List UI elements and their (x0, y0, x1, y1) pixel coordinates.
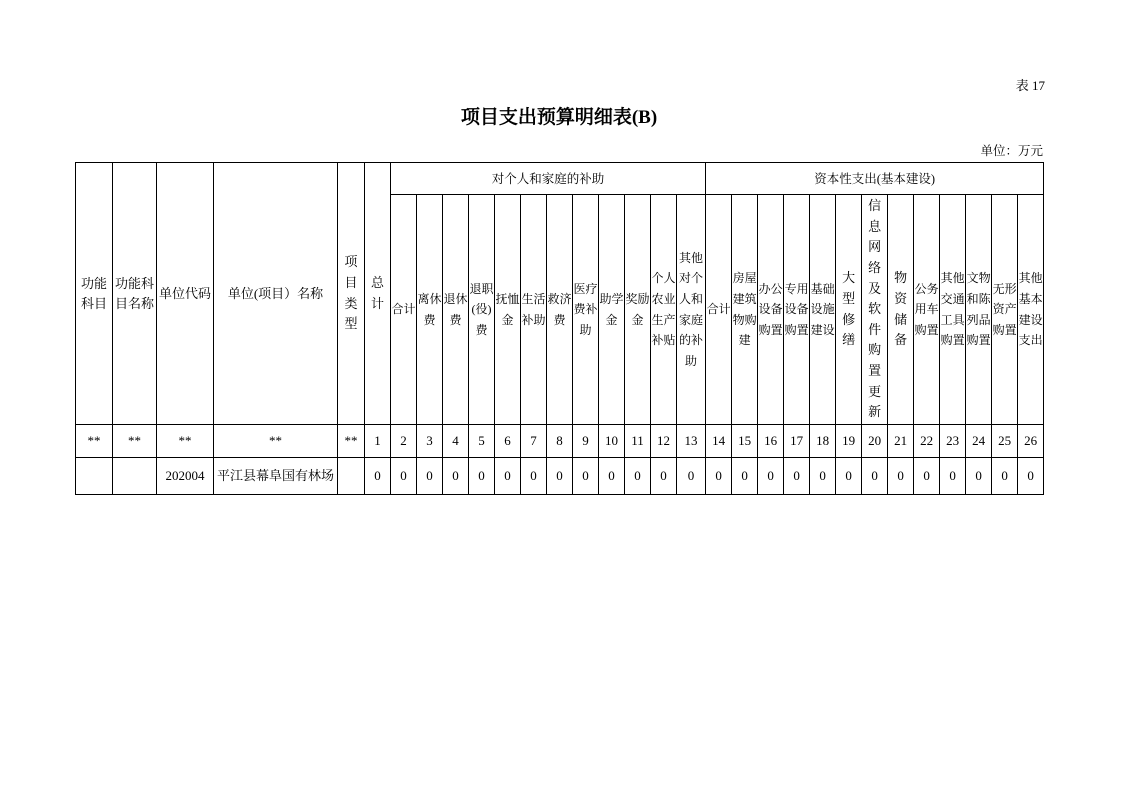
personal-subsidy-column-header (521, 195, 547, 425)
amount-cell: 0 (417, 458, 443, 495)
amount-cell: 0 (469, 458, 495, 495)
index-cell: 14 (706, 425, 732, 458)
header-unit-code: 单位代码 (157, 163, 214, 425)
index-cell: 11 (625, 425, 651, 458)
header-function-code-text: 功能科目 (80, 275, 107, 311)
amount-cell: 0 (992, 458, 1018, 495)
index-cell: 20 (862, 425, 888, 458)
column-header-text: 抚恤金 (495, 291, 520, 327)
header-function-name-text: 功能科目名称 (114, 275, 154, 311)
amount-cell: 0 (573, 458, 599, 495)
column-header-text: 个人农业生产补贴 (651, 271, 676, 348)
group-header-personal-family-subsidy: 对个人和家庭的补助 (391, 163, 706, 195)
personal-subsidy-column-header (573, 195, 599, 425)
capital-expenditure-column-header (1018, 195, 1044, 425)
column-header-text: 奖励金 (625, 291, 650, 327)
function-name-cell (113, 458, 157, 495)
index-cell: ** (338, 425, 365, 458)
amount-cell: 0 (940, 458, 966, 495)
amount-cell: 0 (443, 458, 469, 495)
header-project-type (338, 163, 365, 425)
column-header-text: 其他基本建设支出 (1018, 271, 1043, 348)
index-cell: 7 (521, 425, 547, 458)
index-cell: 26 (1018, 425, 1044, 458)
index-cell: 4 (443, 425, 469, 458)
header-total-text: 总计 (370, 274, 384, 311)
index-cell: 10 (599, 425, 625, 458)
index-cell: 13 (677, 425, 706, 458)
amount-cell: 0 (836, 458, 862, 495)
index-cell: 5 (469, 425, 495, 458)
amount-cell: 0 (810, 458, 836, 495)
personal-subsidy-column-header (495, 195, 521, 425)
capital-expenditure-column-header (966, 195, 992, 425)
group-header-capital-expenditure: 资本性支出(基本建设) (706, 163, 1044, 195)
header-total (365, 163, 391, 425)
amount-cell: 0 (1018, 458, 1044, 495)
personal-subsidy-column-header (547, 195, 573, 425)
index-cell: 15 (732, 425, 758, 458)
capital-expenditure-column-header (784, 195, 810, 425)
personal-subsidy-column-header (417, 195, 443, 425)
unit-name-cell: 平江县幕阜国有林场 (214, 458, 338, 495)
header-row-groups (76, 163, 1044, 195)
capital-expenditure-column-header (810, 195, 836, 425)
amount-cell: 0 (599, 458, 625, 495)
index-cell: 24 (966, 425, 992, 458)
column-header-text: 信息网络及软件购置更新 (868, 198, 882, 420)
amount-cell: 0 (677, 458, 706, 495)
column-header-text: 合计 (391, 302, 416, 317)
column-header-text: 基础设施建设 (810, 281, 835, 337)
column-header-text: 公务用车购置 (914, 281, 939, 337)
personal-subsidy-column-header (599, 195, 625, 425)
amount-cell: 0 (732, 458, 758, 495)
personal-subsidy-column-header (677, 195, 706, 425)
index-cell: 8 (547, 425, 573, 458)
capital-expenditure-column-header (732, 195, 758, 425)
capital-expenditure-column-header (862, 195, 888, 425)
amount-cell: 0 (966, 458, 992, 495)
column-header-text: 其他交通工具购置 (940, 271, 965, 348)
function-code-cell (76, 458, 113, 495)
column-header-text: 专用设备购置 (784, 281, 809, 337)
personal-subsidy-column-header (651, 195, 677, 425)
column-header-text: 离休费 (417, 291, 442, 327)
amount-cell: 0 (784, 458, 810, 495)
index-cell: 25 (992, 425, 1018, 458)
index-row (76, 425, 1044, 458)
amount-cell: 0 (495, 458, 521, 495)
column-header-text: 物资储备 (894, 270, 908, 348)
index-cell: 6 (495, 425, 521, 458)
amount-cell: 0 (862, 458, 888, 495)
page-title: 项目支出预算明细表(B) (460, 107, 658, 128)
project-type-cell (338, 458, 365, 495)
column-header-text: 文物和陈列品购置 (966, 271, 991, 348)
header-function-name (113, 163, 157, 425)
index-cell: ** (157, 425, 214, 458)
index-cell: 12 (651, 425, 677, 458)
amount-cell: 0 (625, 458, 651, 495)
capital-expenditure-column-header (940, 195, 966, 425)
capital-expenditure-column-header (758, 195, 784, 425)
personal-subsidy-column-header (443, 195, 469, 425)
index-cell: 23 (940, 425, 966, 458)
capital-expenditure-column-header (706, 195, 732, 425)
column-header-text: 生活补助 (521, 291, 546, 327)
index-cell: 1 (365, 425, 391, 458)
column-header-text: 合计 (706, 302, 731, 317)
personal-subsidy-column-header (625, 195, 651, 425)
index-cell: ** (113, 425, 157, 458)
amount-cell: 0 (914, 458, 940, 495)
amount-cell: 0 (706, 458, 732, 495)
amount-cell: 0 (547, 458, 573, 495)
capital-expenditure-column-header (914, 195, 940, 425)
column-header-text: 救济费 (547, 291, 572, 327)
capital-expenditure-column-header (992, 195, 1018, 425)
header-function-code (76, 163, 113, 425)
index-cell: 18 (810, 425, 836, 458)
index-cell: 16 (758, 425, 784, 458)
index-cell: ** (76, 425, 113, 458)
capital-expenditure-column-header (888, 195, 914, 425)
column-header-text: 房屋建筑物购建 (732, 271, 757, 348)
amount-cell: 0 (758, 458, 784, 495)
budget-table (75, 162, 1044, 495)
capital-expenditure-column-header (836, 195, 862, 425)
index-cell: 2 (391, 425, 417, 458)
total-cell: 0 (365, 458, 391, 495)
amount-cell: 0 (391, 458, 417, 495)
index-cell: 21 (888, 425, 914, 458)
column-header-text: 无形资产购置 (992, 281, 1017, 337)
index-cell: 3 (417, 425, 443, 458)
index-cell: 17 (784, 425, 810, 458)
index-cell: 22 (914, 425, 940, 458)
column-header-text: 退休费 (443, 291, 468, 327)
amount-cell: 0 (521, 458, 547, 495)
index-cell: ** (214, 425, 338, 458)
amount-cell: 0 (888, 458, 914, 495)
column-header-text: 办公设备购置 (758, 281, 783, 337)
personal-subsidy-column-header (469, 195, 495, 425)
amount-cell: 0 (651, 458, 677, 495)
index-cell: 19 (836, 425, 862, 458)
table-row (76, 458, 1044, 495)
unit-label: 单位：万元 (980, 144, 1043, 158)
column-header-text: 大型修缮 (842, 270, 856, 348)
header-project-type-text: 项目类型 (344, 254, 358, 332)
index-cell: 9 (573, 425, 599, 458)
column-header-text: 退职(役)费 (469, 281, 494, 337)
header-unit-name: 单位(项目）名称 (214, 163, 338, 425)
column-header-text: 其他对个人和家庭的补助 (679, 250, 704, 368)
table-number: 表 17 (1015, 78, 1045, 93)
unit-code-cell: 202004 (157, 458, 214, 495)
column-header-text: 医疗费补助 (573, 281, 598, 337)
personal-subsidy-column-header (391, 195, 417, 425)
column-header-text: 助学金 (599, 291, 624, 327)
